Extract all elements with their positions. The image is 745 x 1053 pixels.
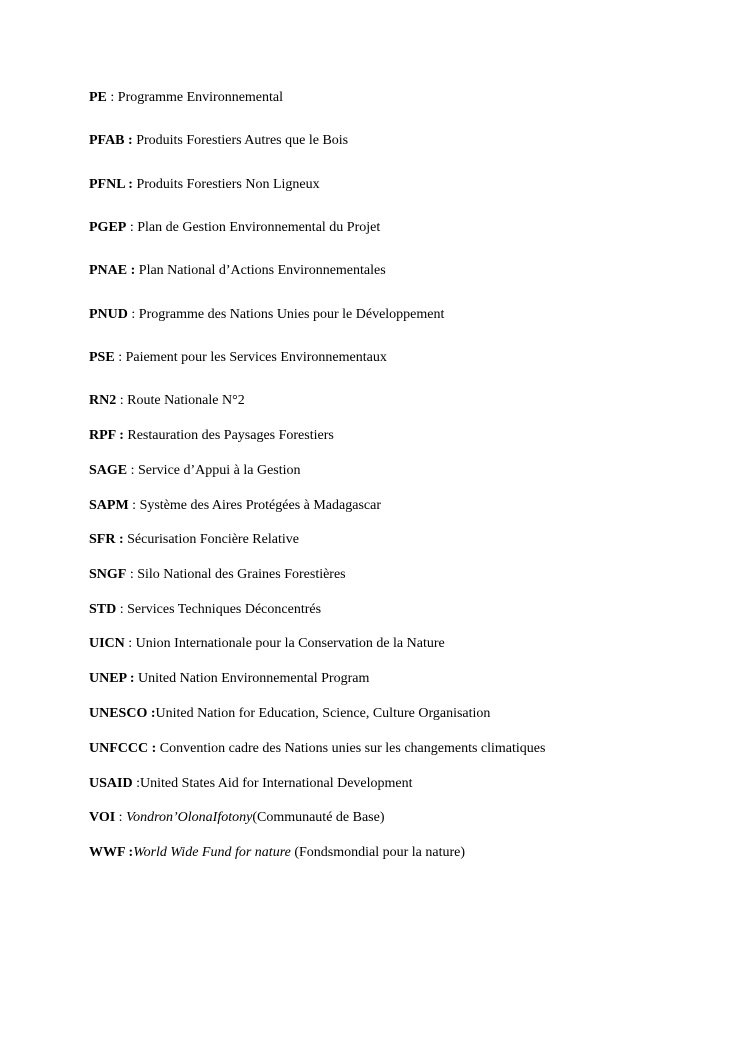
glossary-entry-pnae: [89, 262, 386, 280]
abbreviation: PE: [89, 90, 107, 105]
separator: :: [116, 602, 128, 617]
separator: :: [114, 350, 126, 365]
abbreviation: PFAB :: [89, 133, 133, 148]
abbreviation: SNGF: [89, 567, 127, 582]
definition: Programme des Nations Unies pour le Développement: [138, 307, 445, 322]
definition: Silo National des Graines Forestières: [137, 567, 346, 582]
definition: Restauration des Paysages Forestiers: [127, 428, 334, 443]
separator: :: [116, 393, 128, 408]
definition: Service d’Appui à la Gestion: [138, 463, 301, 478]
glossary-entry-uicn: [89, 635, 445, 653]
glossary-entry-sngf: [89, 566, 346, 584]
abbreviation: PNUD: [89, 307, 128, 322]
abbreviation: RPF :: [89, 428, 124, 443]
glossary-entry-rpf: [89, 427, 334, 445]
abbreviation: RN2: [89, 393, 117, 408]
abbreviation: PFNL :: [89, 177, 133, 192]
glossary-entry-std: [89, 601, 321, 619]
abbreviation: PGEP: [89, 220, 127, 235]
definition-italic: World Wide Fund for nature: [133, 845, 291, 860]
definition: Plan National d’Actions Environnementales: [138, 263, 386, 278]
separator: :: [124, 636, 136, 651]
abbreviation: SFR :: [89, 532, 124, 547]
abbreviation: STD: [89, 602, 117, 617]
definition: Programme Environnemental: [117, 90, 284, 105]
separator: :: [126, 567, 138, 582]
abbreviation: UICN: [89, 636, 125, 651]
definition: Produits Forestiers Autres que le Bois: [136, 133, 349, 148]
abbreviation: UNESCO :: [89, 706, 156, 721]
definition: United Nation for Education, Science, Culture Organisation: [155, 706, 491, 721]
abbreviation: VOI: [89, 810, 116, 825]
glossary-entry-pnud: [89, 306, 444, 324]
definition: Route Nationale N°2: [127, 393, 245, 408]
separator: :: [127, 307, 139, 322]
separator: :: [106, 90, 118, 105]
abbreviation: UNFCCC :: [89, 741, 157, 756]
glossary-entry-wwf: [89, 844, 465, 862]
glossary-entry-sfr: [89, 531, 299, 549]
glossary-entry-pfab: [89, 132, 348, 150]
definition-italic: Vondron’OlonaIfotony: [126, 810, 253, 825]
glossary-entry-sapm: [89, 497, 381, 515]
definition: (Communauté de Base): [252, 810, 385, 825]
glossary-entry-pse: [89, 349, 387, 367]
definition: (Fondsmondial pour la nature): [290, 845, 466, 860]
definition: Plan de Gestion Environnemental du Projet: [137, 220, 381, 235]
abbreviation: WWF :: [89, 845, 134, 860]
abbreviation: PNAE :: [89, 263, 136, 278]
definition: Convention cadre des Nations unies sur les changements climatiques: [159, 741, 546, 756]
separator: :: [115, 810, 127, 825]
abbreviation: PSE: [89, 350, 115, 365]
definition: Services Techniques Déconcentrés: [127, 602, 322, 617]
abbreviation: UNEP :: [89, 671, 135, 686]
definition: Système des Aires Protégées à Madagascar: [139, 498, 381, 513]
separator: :: [132, 776, 140, 791]
glossary-entry-usaid: [89, 775, 413, 793]
abbreviation: SAGE: [89, 463, 128, 478]
separator: :: [126, 220, 138, 235]
glossary-entry-voi: [89, 809, 385, 827]
glossary-entry-unep: [89, 670, 369, 688]
definition: Sécurisation Foncière Relative: [127, 532, 299, 547]
definition: United Nation Environnemental Program: [138, 671, 370, 686]
separator: :: [128, 498, 140, 513]
glossary-entry-unesco: [89, 705, 490, 723]
glossary-entry-pgep: [89, 219, 380, 237]
glossary-entry-rn2: [89, 392, 245, 410]
glossary-entry-sage: [89, 462, 301, 480]
definition: Paiement pour les Services Environnementaux: [125, 350, 387, 365]
definition: United States Aid for International Development: [139, 776, 413, 791]
definition: Union Internationale pour la Conservation de la Nature: [135, 636, 445, 651]
abbreviation: USAID: [89, 776, 133, 791]
glossary-entry-unfccc: [89, 740, 545, 758]
glossary-entry-pe: [89, 89, 283, 107]
definition: Produits Forestiers Non Ligneux: [136, 177, 320, 192]
separator: :: [127, 463, 139, 478]
glossary-entry-pfnl: [89, 176, 320, 194]
abbreviation: SAPM: [89, 498, 129, 513]
